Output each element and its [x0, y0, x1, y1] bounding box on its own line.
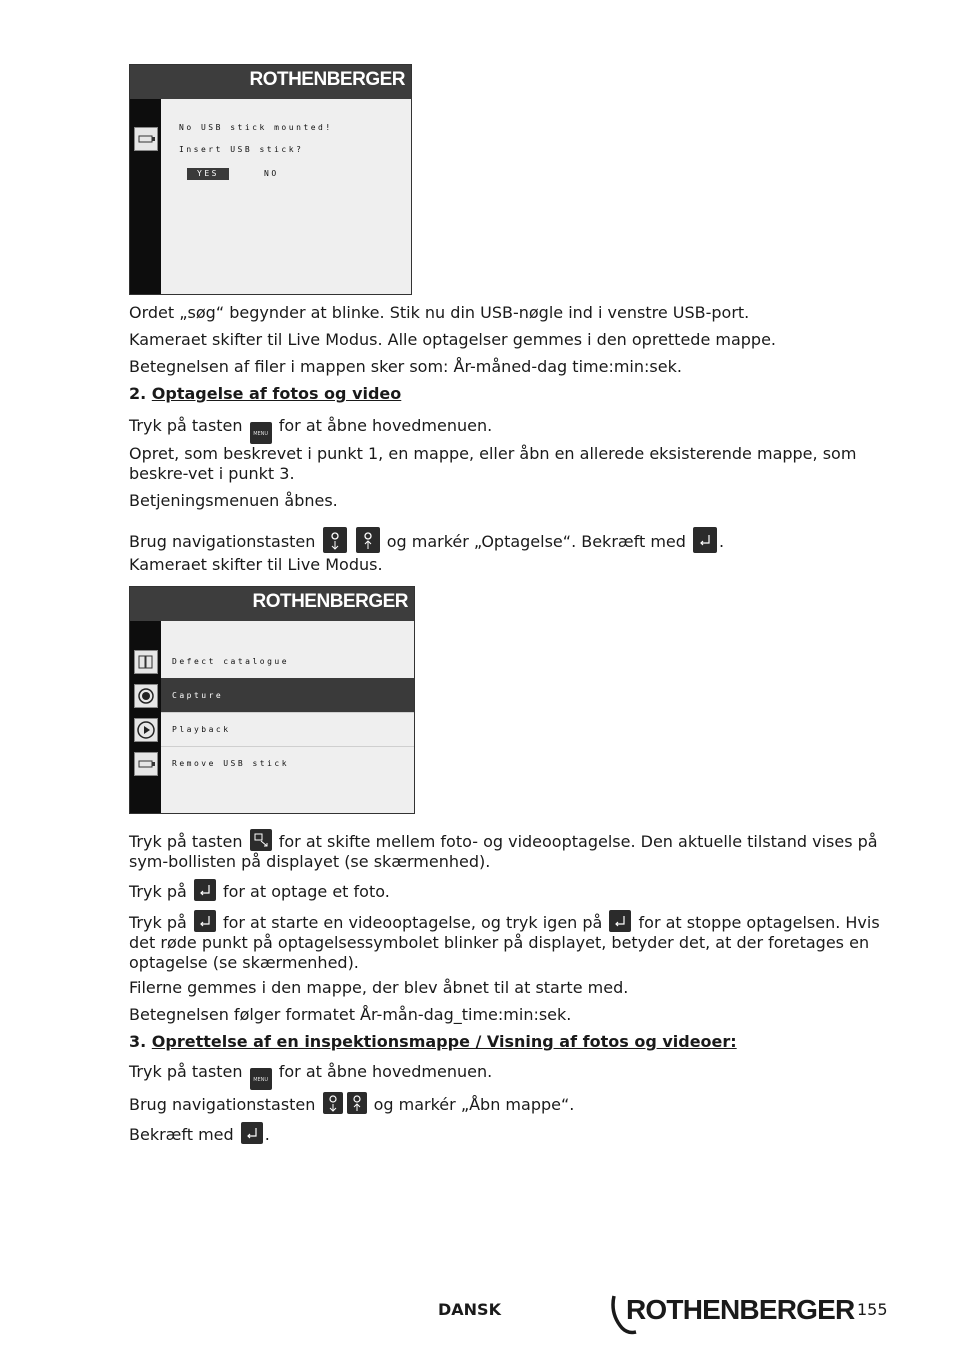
enter-key-icon: [194, 879, 216, 901]
paragraph: [129, 1062, 492, 1090]
paragraph: [129, 1122, 270, 1145]
rothenberger-logo: ROTHENBERGER: [252, 591, 408, 612]
paragraph: Ordet „søg“ begynder at blinke. Stik nu din USB-nøgle ind i venstre USB-port.: [129, 303, 750, 322]
page-number: 155: [857, 1300, 888, 1319]
usb-icon: [134, 752, 158, 776]
mode-switch-key-icon: [250, 829, 272, 851]
paragraph: Opret, som beskrevet i punkt 1, en mappe, eller åbn en allerede eksisterende mappe, som beskre-vet i punkt 3.: [129, 444, 857, 483]
footer-logo: [608, 1292, 853, 1336]
text: for at åbne hovedmenuen.: [278, 416, 493, 435]
yes-label: YES: [197, 169, 219, 178]
menu-key-label: MENU: [253, 1077, 269, 1083]
nav-up-key-icon: [323, 527, 347, 553]
text: Tryk på: [129, 882, 187, 901]
section-heading-2: [129, 384, 401, 404]
paragraph: [129, 910, 889, 973]
text: Brug navigationstasten: [129, 532, 316, 551]
paragraph: Kameraet skifter til Live Modus. Alle optagelser gemmes i den oprettede mappe.: [129, 330, 777, 349]
paragraph: [129, 416, 492, 444]
menu-item-playback[interactable]: [161, 712, 414, 746]
text: for at skifte mellem foto- og videooptagelse. Den aktuelle tilstand vises på sym-bollisten på displayet (se skærmenhed).: [129, 832, 878, 871]
paragraph: Betjeningsmenuen åbnes.: [129, 491, 338, 510]
menu-item-capture[interactable]: [161, 678, 414, 712]
section-heading-3: [129, 1032, 737, 1052]
record-icon: [134, 684, 158, 708]
text: .: [264, 1125, 270, 1144]
text: Bekræft med: [129, 1125, 234, 1144]
paragraph: Betegnelsen følger formatet År-mån-dag_time:min:sek.: [129, 1005, 572, 1024]
screen-header: [130, 65, 411, 99]
nav-down-key-icon: [356, 527, 380, 553]
usb-prompt: Insert USB stick?: [179, 145, 304, 154]
enter-key-icon: [693, 527, 717, 553]
text: og markér „Optagelse“. Bekræft med: [386, 532, 686, 551]
text: for at åbne hovedmenuen.: [278, 1062, 493, 1081]
text: Tryk på tasten: [129, 1062, 243, 1081]
text: Tryk på tasten: [129, 832, 243, 851]
nav-down-key-icon: [347, 1092, 367, 1114]
text: Tryk på tasten: [129, 416, 243, 435]
menu-item-label: Defect catalogue: [172, 657, 290, 666]
menu-item-remove-usb[interactable]: [161, 746, 414, 780]
usb-icon: [134, 127, 158, 151]
paragraph: [129, 1092, 574, 1115]
enter-key-icon: [609, 910, 631, 932]
usb-message: No USB stick mounted!: [179, 123, 333, 132]
paragraph: Filerne gemmes i den mappe, der blev åbnet til at starte med.: [129, 978, 629, 997]
paragraph: Kameraet skifter til Live Modus.: [129, 555, 383, 574]
text: og markér „Åbn mappe“.: [373, 1095, 575, 1114]
text: Tryk på: [129, 913, 187, 932]
yes-button[interactable]: [187, 168, 229, 180]
enter-key-icon: [241, 1122, 263, 1144]
text: for at stoppe optagelsen. Hvis det røde punkt på optagelsessymbolet blinker på displayet, betyder det, at der foretages en optagelse (se skærmenhed).: [129, 913, 880, 972]
paragraph: [129, 829, 889, 872]
paragraph: [129, 879, 390, 902]
menu-key-label: MENU: [253, 431, 269, 437]
menu-key-icon: [250, 422, 272, 444]
text: for at optage et foto.: [222, 882, 390, 901]
menu-item-label: Playback: [172, 725, 231, 734]
menu-item-label: Remove USB stick: [172, 759, 290, 768]
text: .: [719, 532, 725, 551]
footer-language: DANSK: [438, 1300, 501, 1319]
usb-dialog-screen: [129, 64, 412, 295]
main-menu-screen: [129, 586, 415, 814]
text: Brug navigationstasten: [129, 1095, 316, 1114]
rothenberger-logo: ROTHENBERGER: [249, 69, 405, 90]
play-icon: [134, 718, 158, 742]
enter-key-icon: [194, 910, 216, 932]
nav-up-key-icon: [323, 1092, 343, 1114]
no-button[interactable]: NO: [264, 169, 279, 178]
menu-key-icon: [250, 1068, 272, 1090]
heading-number: 2.: [129, 384, 147, 403]
book-icon: [134, 650, 158, 674]
heading-number: 3.: [129, 1032, 147, 1051]
screen-header: [130, 587, 414, 621]
heading-title: Oprettelse af en inspektionsmappe / Visning af fotos og videoer:: [151, 1032, 737, 1051]
paragraph: [129, 527, 724, 553]
paragraph: Betegnelsen af filer i mappen sker som: År-måned-dag time:min:sek.: [129, 357, 682, 376]
heading-title: Optagelse af fotos og video: [151, 384, 402, 403]
text: for at starte en videooptagelse, og tryk igen på: [222, 913, 603, 932]
menu-item-label: Capture: [172, 691, 224, 700]
menu-item-defect-catalogue[interactable]: [161, 644, 414, 678]
footer-brand: ROTHENBERGER: [626, 1294, 855, 1325]
